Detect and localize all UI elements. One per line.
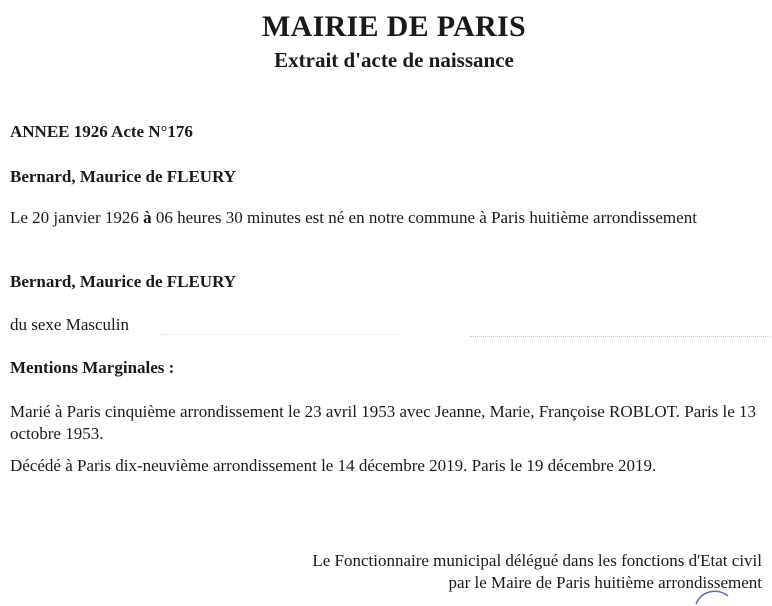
act-number-line: ANNEE 1926 Acte N°176: [10, 122, 193, 141]
page-title: MAIRIE DE PARIS: [262, 10, 526, 43]
document-header: [0, 10, 772, 73]
signature-line-1: Le Fonctionnaire municipal délégué dans les fonctions d'Etat civil: [312, 551, 762, 570]
birth-text-before: Le 20 janvier 1926: [10, 208, 144, 227]
signature-block: [202, 550, 762, 594]
faint-divider: [160, 334, 400, 335]
mentions-title: Mentions Marginales :: [10, 358, 175, 377]
birth-text-after: 06 heures 30 minutes est né en notre commune à Paris huitième arrondissement: [151, 208, 697, 227]
signature-line-2: par le Maire de Paris huitième arrondissement: [448, 573, 762, 592]
marriage-mention: Marié à Paris cinquième arrondissement le 23 avril 1953 avec Jeanne, Marie, Françoise ROBLOT. Paris le 13 octobre 1953.: [10, 402, 757, 443]
page-subtitle: Extrait d'acte de naissance: [274, 48, 514, 72]
person-name-repeat: Bernard, Maurice de FLEURY: [10, 272, 237, 291]
death-mention: Décédé à Paris dix-neuvième arrondissement le 14 décembre 2019. Paris le 19 décembre 2019.: [10, 456, 657, 475]
birth-text-bold: à: [143, 208, 152, 227]
birth-statement: [10, 207, 700, 229]
stamp-mark-icon: [692, 586, 732, 606]
person-name-heading: Bernard, Maurice de FLEURY: [10, 167, 237, 186]
sex-statement: du sexe Masculin: [10, 315, 129, 334]
dotted-divider: [470, 336, 770, 337]
